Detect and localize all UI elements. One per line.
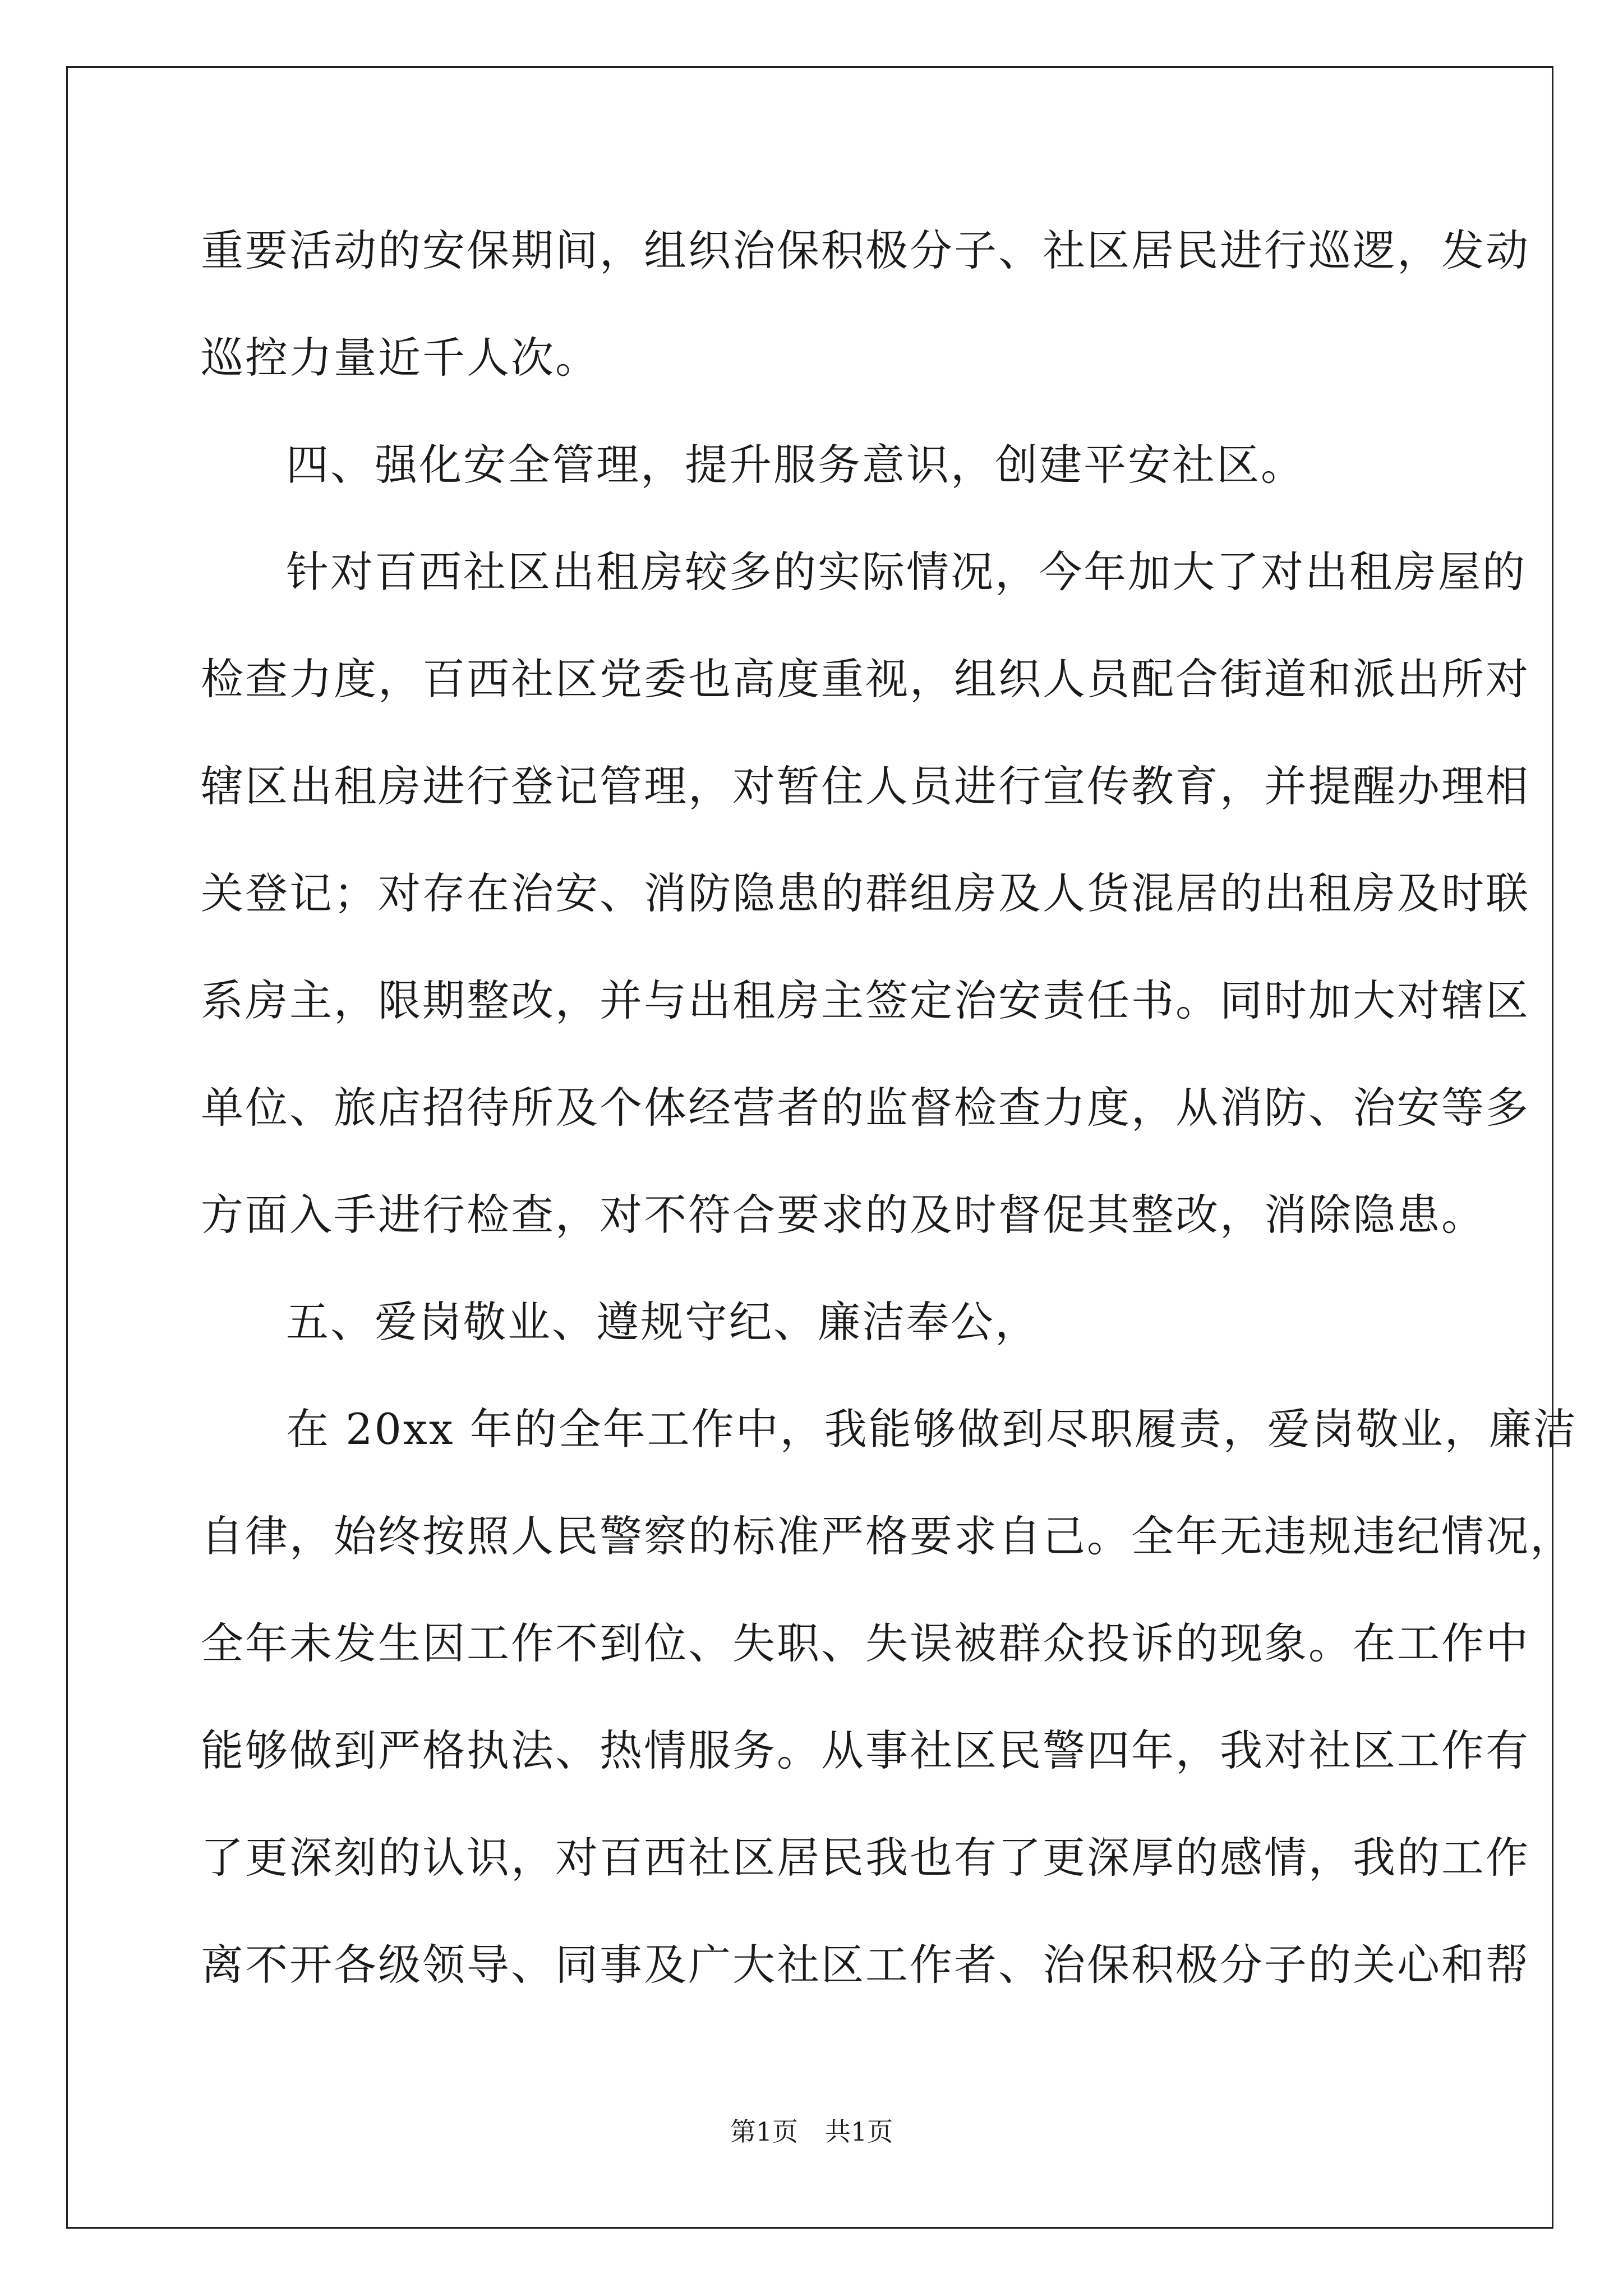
text-line: 自律，始终按照人民警察的标准严格要求自己。全年无违规违纪情况， [201,1511,1574,1561]
text-line: 能够做到严格执法、热情服务。从事社区民警四年，我对社区工作有 [201,1726,1530,1775]
document-body [201,209,1578,2030]
text-line: 检查力度，百西社区党委也高度重视，组织人员配合街道和派出所对 [201,654,1530,704]
text-line: 单位、旅店招待所及个体经营者的监督检查力度，从消防、治安等多 [201,1083,1530,1133]
text-line: 全年未发生因工作不到位、失职、失误被群众投诉的现象。在工作中 [201,1618,1530,1668]
paragraph-start: 在 20xx 年的全年工作中，我能够做到尽职履责，爱岗敬业，廉洁 [286,1404,1578,1454]
text-line: 重要活动的安保期间，组织治保积极分子、社区居民进行巡逻，发动 [201,226,1530,275]
paragraph-start: 针对百西社区出租房较多的实际情况，今年加大了对出租房屋的 [286,547,1527,597]
text-line: 系房主，限期整改，并与出租房主签定治安责任书。同时加大对辖区 [201,976,1530,1025]
text-line: 辖区出租房进行登记管理，对暂住人员进行宣传教育，并提醒办理相 [201,761,1530,811]
page-number: 第1页 [730,2116,798,2147]
text-line: 离不开各级领导、同事及广大社区工作者、治保积极分子的关心和帮 [201,1940,1530,1990]
page-total: 共1页 [825,2116,893,2147]
section-heading: 四、强化安全管理，提升服务意识，创建平安社区。 [286,440,1305,490]
text-line: 方面入手进行检查，对不符合要求的及时督促其整改，消除隐患。 [201,1190,1486,1240]
text-line: 关登记；对存在治安、消防隐患的群组房及人货混居的出租房及时联 [201,868,1530,918]
section-heading: 五、爱岗敬业、遵规守纪、廉洁奉公， [286,1297,1039,1347]
text-line: 了更深刻的认识，对百西社区居民我也有了更深厚的感情，我的工作 [201,1833,1530,1883]
text-line: 巡控力量近千人次。 [201,333,600,383]
page-footer [0,2115,1623,2148]
